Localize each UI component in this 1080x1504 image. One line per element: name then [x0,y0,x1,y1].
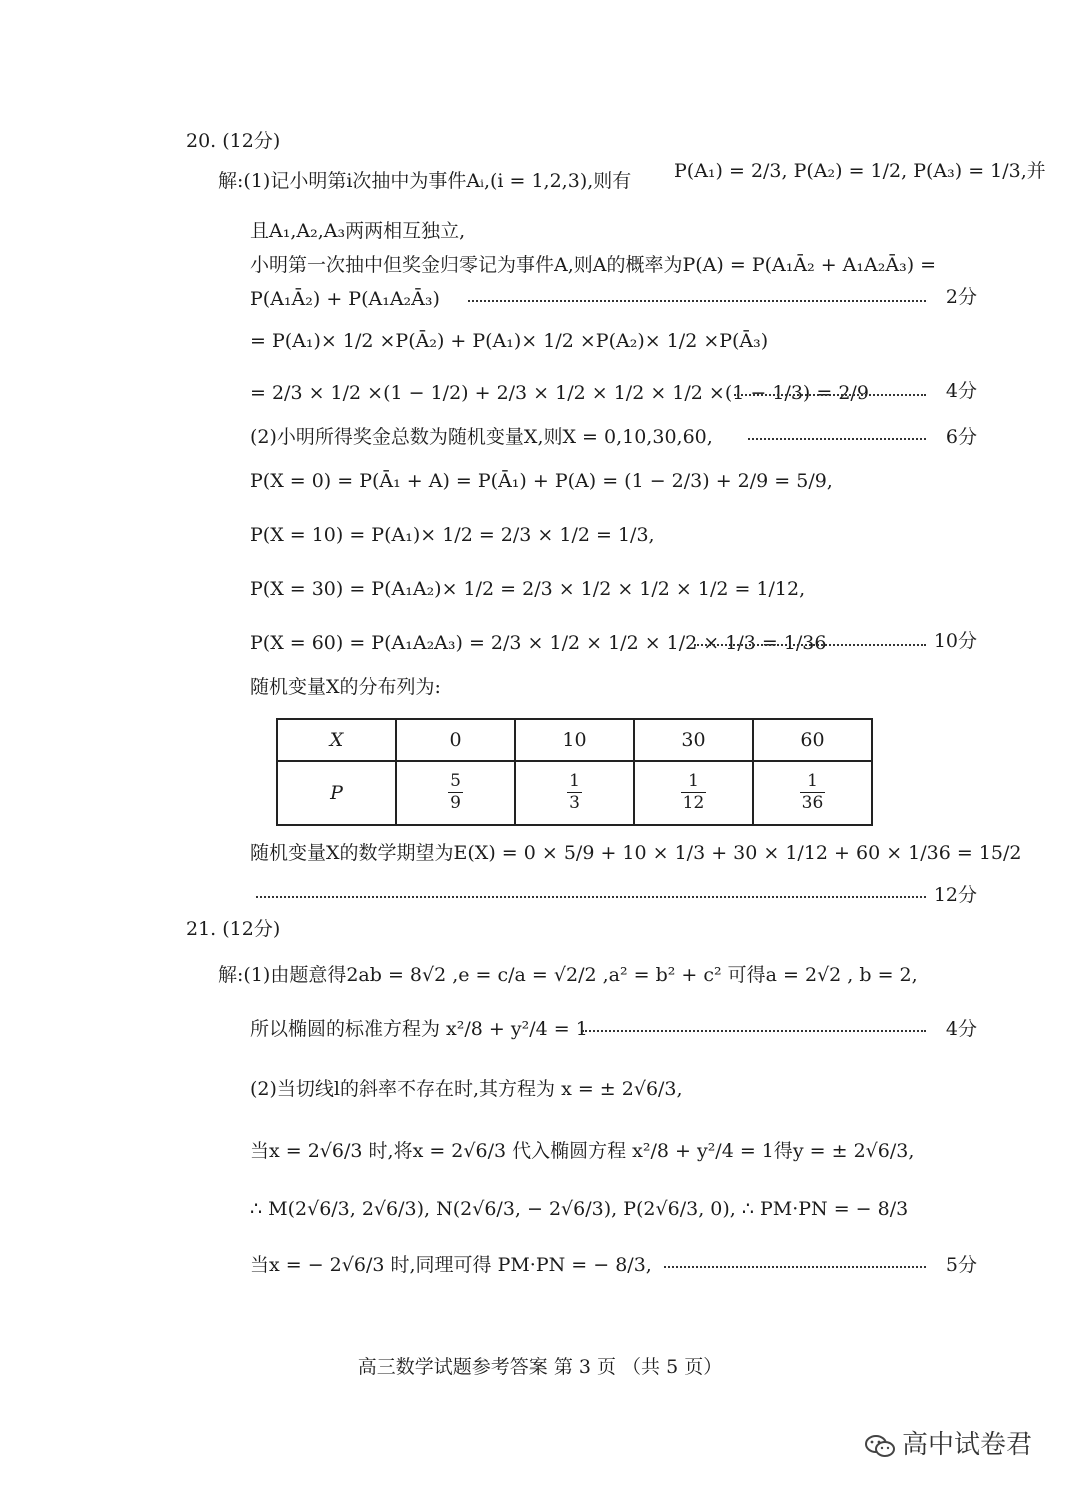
table-cell-x-value: 0 [396,719,515,761]
leader-dots [468,300,926,302]
q21-part2-intro: (2)当切线l的斜率不存在时,其方程为 x = ± 2√6/3, [250,1078,683,1100]
page-footer: 高三数学试题参考答案 第 3 页 （共 5 页） [357,1356,723,1378]
table-cell-x-label: X [277,719,396,761]
table-row-x [277,719,872,761]
q20-px10: P(X = 10) = P(A₁)× 1/2 = 2/3 × 1/2 = 1/3, [250,524,655,546]
leader-dots [664,1266,926,1268]
table-cell-p-value: $\frac{1}{12}$ [634,761,753,825]
score-6: 6分 [945,426,977,448]
q20-expectation: 随机变量X的数学期望为E(X) = 0 × 5/9 + 10 × 1/3 + 30 × 1/12 + 60 × 1/36 = 15/2 [250,842,1022,864]
question-21-header: 21. (12分) [186,918,281,940]
q20-dist-label: 随机变量X的分布列为: [250,676,441,698]
score-2: 2分 [945,286,977,308]
q21-negative-case: 当x = − 2√6/3 时,同理可得 PM·PN = − 8/3, [250,1254,652,1276]
score-5: 5分 [945,1254,977,1276]
q21-ellipse-equation: 所以椭圆的标准方程为 x²/8 + y²/4 = 1 [250,1018,588,1040]
leader-dots [582,1030,926,1032]
table-cell-x-value: 60 [753,719,872,761]
q20-prob-sum: P(A₁Ā₂) + P(A₁A₂Ā₃) [250,288,440,310]
leader-dots [256,896,926,898]
distribution-table [276,718,873,826]
table-row-p [277,761,872,825]
q20-event-a: 小明第一次抽中但奖金归零记为事件A,则A的概率为P(A) = P(A₁Ā₂ + A₁A₂Ā₃) = [250,254,937,276]
leader-dots [734,394,926,396]
table-cell-p-value: $\frac{1}{36}$ [753,761,872,825]
score-4: 4分 [945,1018,977,1040]
q20-px60: P(X = 60) = P(A₁A₂A₃) = 2/3 × 1/2 × 1/2 × 1/2 × 1/3 = 1/36 [250,632,827,654]
table-cell-p-value: $\frac{5}{9}$ [396,761,515,825]
q20-independence: 且A₁,A₂,A₃两两相互独立, [250,220,466,242]
q20-part2-intro: (2)小明所得奖金总数为随机变量X,则X = 0,10,30,60, [250,426,713,448]
table-cell-p-label: P [277,761,396,825]
score-12: 12分 [933,884,977,906]
wechat-icon [864,1434,896,1458]
table-cell-p-value: $\frac{1}{3}$ [515,761,634,825]
q21-part1-given: (1)由题意得2ab = 8√2 ,e = c/a = √2/2 ,a² = b² + c² 可得a = 2√2 , b = 2, [243,964,918,986]
leader-dots [748,438,926,440]
score-10: 10分 [933,630,977,652]
table-cell-x-value: 30 [634,719,753,761]
q20-prob-value: = 2/3 × 1/2 ×(1 − 1/2) + 2/3 × 1/2 × 1/2 × 1/2 ×(1 − 1/3) = 2/9 [250,382,869,404]
watermark [864,1424,1032,1461]
q20-px0: P(X = 0) = P(Ā₁ + A) = P(Ā₁) + P(A) = (1 − 2/3) + 2/9 = 5/9, [250,470,833,492]
q21-solution-line-1 [218,966,918,985]
watermark-text: 高中试卷君 [902,1430,1033,1460]
q21-solution-prefix: 解: [218,964,244,986]
q20-prob-product: = P(A₁)× 1/2 ×P(Ā₂) + P(A₁)× 1/2 ×P(A₂)× 1/2 ×P(Ā₃) [250,330,769,352]
q20-px30: P(X = 30) = P(A₁A₂)× 1/2 = 2/3 × 1/2 × 1/2 × 1/2 = 1/12, [250,578,806,600]
q20-part1-probs: P(A₁) = 2/3, P(A₂) = 1/2, P(A₃) = 1/3,并 [674,160,1046,182]
question-20-header: 20. (12分) [186,130,281,152]
score-4: 4分 [945,380,977,402]
q21-substitution: 当x = 2√6/3 时,将x = 2√6/3 代入椭圆方程 x²/8 + y²/4 = 1得y = ± 2√6/3, [250,1140,915,1162]
q20-part1-intro: (1)记小明第i次抽中为事件Aᵢ,(i = 1,2,3),则有 [243,170,632,192]
q20-solution-prefix: 解: [218,170,244,192]
q20-solution-line-1 [218,172,631,191]
table-cell-x-value: 10 [515,719,634,761]
q21-points: ∴ M(2√6/3, 2√6/3), N(2√6/3, − 2√6/3), P(2√6/3, 0), ∴ PM·PN = − 8/3 [250,1198,909,1220]
leader-dots [694,644,926,646]
